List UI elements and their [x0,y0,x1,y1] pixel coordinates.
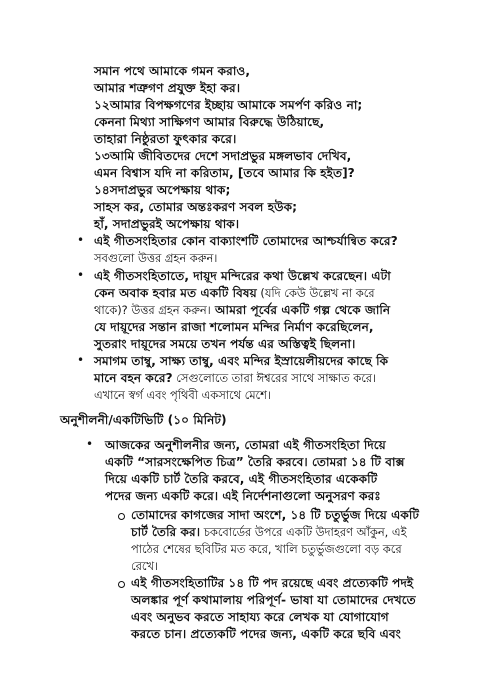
answer-text: সবগুলো উত্তর গ্রহন করুন। [94,251,218,265]
question-line [94,285,375,301]
verse-line: সমান পথে আমাকে গমন করাও, [94,64,250,78]
verse-line: সাহস কর, তোমার অন্তঃকরণ সবল হউক; [94,200,298,214]
verse-line: আমার শত্রুগণ প্রযুক্ত ইহা কর। [94,81,241,95]
instruction-line [131,524,407,540]
instruction-text: এই গীতসংহিতাটির ১৪ টি পদ রয়েছে এবং প্রত্যেকটি পদই [131,576,414,590]
activity-text: একটি “সারসংক্ষেপিত চিত্র” তৈরি করবে। তোমরা ১৪ টি বাক্স [105,455,405,469]
instruction-text: তোমাদের কাগজের সাদা অংশে, ১৪ টি চতুর্ভুজ দিয়ে একটি [131,508,420,522]
answer-text: সেগুলোতে তারা ঈশ্বরের সাথে সাক্ষাত করে। [172,371,377,385]
instruction-note: চকবোর্ডের উপরে একটি উদাহরণ আঁকুন, এই [200,525,407,539]
activity-text: আজকের অনুশীলনীর জন্য, তোমরা এই গীতসংহিতা দিয়ে [105,438,386,452]
verse-line: তাহারা নিষ্ঠুরতা ফুৎকার করে। [94,132,237,146]
question-text: যে দায়ূদের সন্তান রাজা শলোমন মন্দির নির্মাণ করেছিলেন, [94,320,374,334]
question-text: এই গীতসংহিতার কোন বাক্যাংশটি তোমাদের আশ্চর্যান্বিত করে? [94,234,398,248]
instruction-text: চার্ট তৈরি কর। [131,525,201,539]
question-text: সমাগম তাম্বু, সাক্ষ্য তাম্বু, এবং মন্দির ইস্রায়েলীয়দের কাছে কি [94,354,389,368]
instruction-text: এবং অনুভব করতে সাহায্য করে লেখক যা যোগাযোগ [131,610,389,624]
question-line [94,370,376,386]
activity-text: পদের জন্য একটি করে। এই নির্দেশনাগুলো অনুসরণ করঃ [105,489,381,503]
question-text: আমরা পূর্বের একটি গল্প থেকে জানি [210,303,391,317]
verse-line: এমন বিশ্বাস যদি না করিতাম, [তবে আমার কি হইত]? [94,166,355,180]
question-text: এই গীতসংহিতাতে, দায়ূদ মন্দিরের কথা উল্লেখ করেছেন। এটা [94,269,391,283]
verse-line: হাঁ, সদাপ্রভুরই অপেক্ষায় থাক। [94,217,240,231]
instruction-text: করতে চান। প্রত্যেকটি পদের জন্য, একটি করে ছবি এবং [131,627,401,641]
verse-line: ১২আমার বিপক্ষগণের ইচ্ছায় আমাকে সমর্পণ করিও না; [94,98,363,112]
verse-line: ১৪সদাপ্রভুর অপেক্ষায় থাক; [94,183,231,197]
question-text: মানে বহন করে? [94,371,173,385]
instruction-text: অলঙ্কার পূর্ণ কথামালায় পরিপূর্ণ- ভাষা যা তোমাদের দেখতে [131,593,416,607]
activity-text: দিয়ে একটি চার্ট তৈরি করবে, এই গীতসংহিতার একেকটি [105,472,378,486]
sub-bullet-icon [118,513,125,520]
sub-bullet-icon [118,581,125,588]
instruction-note: রেখে। [131,559,159,573]
bullet-icon: • [77,233,85,247]
answer-text: থাকে)? উত্তর গ্রহন করুন। [94,303,211,317]
question-text: কেন অবাক হবার মত একটি বিষয় [94,286,257,300]
answer-text: এখানে স্বর্গ এবং পৃথিবী একসাথে মেশে। [94,388,271,402]
bullet-icon: • [77,353,85,367]
verse-line: কেননা মিথ্যা সাক্ষিগণ আমার বিরুদ্ধে উঠিয়াছে, [94,115,325,129]
section-heading: অনুশীলনী/একটিভিটি (১০ মিনিট) [60,413,227,427]
question-text: সুতরাং দায়ূদের সময়ে তখন পর্যন্ত এর অস্তিত্বই ছিলনা। [94,337,356,351]
instruction-note: পাঠের শেষের ছবিটির মত করে, খালি চতুর্ভুজগুলো বড় করে [131,542,402,556]
answer-text: (যদি কেউ উল্লেখ না করে [256,286,375,300]
question-line [94,302,390,318]
bullet-icon: • [86,437,94,451]
bullet-icon: • [77,268,85,282]
verse-line: ১৩আমি জীবিতদের দেশে সদাপ্রভুর মঙ্গলভাব দেখিব, [94,149,352,163]
